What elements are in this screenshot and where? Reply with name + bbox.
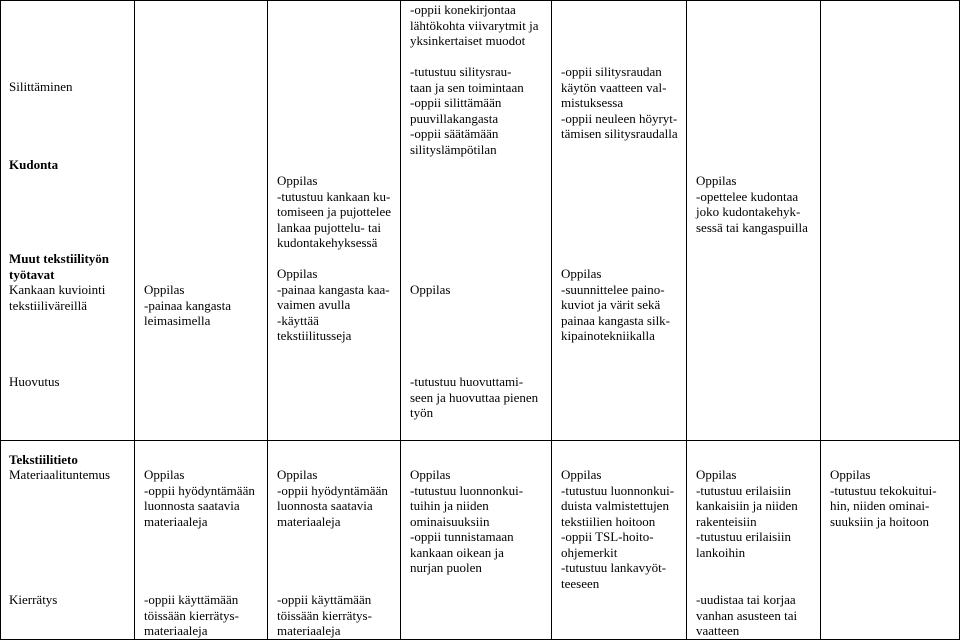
table-border-left: [0, 0, 1, 640]
row-label-kankaan-kuviointi: Kankaan kuviointi tekstiiliväreillä: [9, 282, 106, 313]
kierratys-col6-cell: -uudistaa tai korjaa vanhan asusteen tai vaatteen: [696, 592, 798, 638]
row-label-tekstiilitieto: Tekstiilitieto: [9, 452, 78, 467]
table-border-top: [0, 0, 960, 1]
muut-col3-cell: Oppilas -painaa kangasta kaa- vaimen avulla -käyttää tekstiilitusseja: [277, 266, 390, 343]
muut-col4-cell: Oppilas: [410, 282, 451, 297]
materiaali-col7-cell: Oppilas -tutustuu tekokuitui- hin, niiden ominai- suuksiin ja hoitoon: [830, 467, 937, 529]
silittaminen-col4-cell: -tutustuu silitysrau- taan ja sen toimintaan -oppii silittämään puuvillakangasta -oppii säätämään silityslämpötilan: [410, 64, 524, 157]
row-label-muut-tyotavat: Muut tekstiilityön työtavat: [9, 251, 110, 282]
top-col4-cell: -oppii konekirjontaa lähtökohta viivarytmit ja yksinkertaiset muodot: [410, 2, 539, 48]
muut-col2-cell: Oppilas -painaa kangasta leimasimella: [144, 282, 231, 328]
materiaali-col5-cell: Oppilas -tutustuu luonnonkui- duista valmistettujen tekstiilien hoitoon -oppii TSL-hoito- ohjemerkit -tutustuu lankavyöt- teeseen: [561, 467, 675, 591]
column-divider: [551, 0, 552, 640]
row-label-materiaalituntemus: Materiaalituntemus: [9, 467, 111, 482]
row-label-kudonta: Kudonta: [9, 157, 59, 172]
column-divider: [134, 0, 135, 640]
row-label-huovutus: Huovutus: [9, 374, 60, 389]
row-label-kierratys: Kierrätys: [9, 592, 58, 607]
kierratys-col2-cell: -oppii käyttämään töissään kierrätys- materiaaleja: [144, 592, 239, 638]
row-label-silittaminen: Silittäminen: [9, 79, 73, 94]
materiaali-col6-cell: Oppilas -tutustuu erilaisiin kankaisiin ja niiden rakenteisiin -tutustuu erilaisiin lankoihin: [696, 467, 798, 560]
silittaminen-col5-cell: -oppii silitysraudan käytön vaatteen val- mistuksessa -oppii neuleen höyryt- tämisen silitysraudalla: [561, 64, 678, 141]
column-divider: [267, 0, 268, 640]
muut-col5-cell: Oppilas -suunnittelee paino- kuviot ja värit sekä painaa kangasta silk- kipainotekniikalla: [561, 266, 671, 343]
kierratys-col3-cell: -oppii käyttämään töissään kierrätys- materiaaleja: [277, 592, 372, 638]
column-divider: [820, 0, 821, 640]
kudonta-col6-cell: Oppilas -opettelee kudontaa joko kudontakehyk- sessä tai kangaspuilla: [696, 173, 808, 235]
kudonta-col3-cell: Oppilas -tutustuu kankaan ku- tomiseen ja pujottelee lankaa pujottelu- tai kudontakehyksessä: [277, 173, 392, 250]
materiaali-col2-cell: Oppilas -oppii hyödyntämään luonnosta saatavia materiaaleja: [144, 467, 255, 529]
materiaali-col3-cell: Oppilas -oppii hyödyntämään luonnosta saatavia materiaaleja: [277, 467, 388, 529]
column-divider: [686, 0, 687, 640]
section-divider: [0, 440, 960, 441]
column-divider: [400, 0, 401, 640]
materiaali-col4-cell: Oppilas -tutustuu luonnonkui- tuihin ja niiden ominaisuuksiin -oppii tunnistamaan kankaan oikean ja nurjan puolen: [410, 467, 524, 575]
huovutus-col4-cell: -tutustuu huovuttami- seen ja huovuttaa pienen työn: [410, 374, 539, 420]
